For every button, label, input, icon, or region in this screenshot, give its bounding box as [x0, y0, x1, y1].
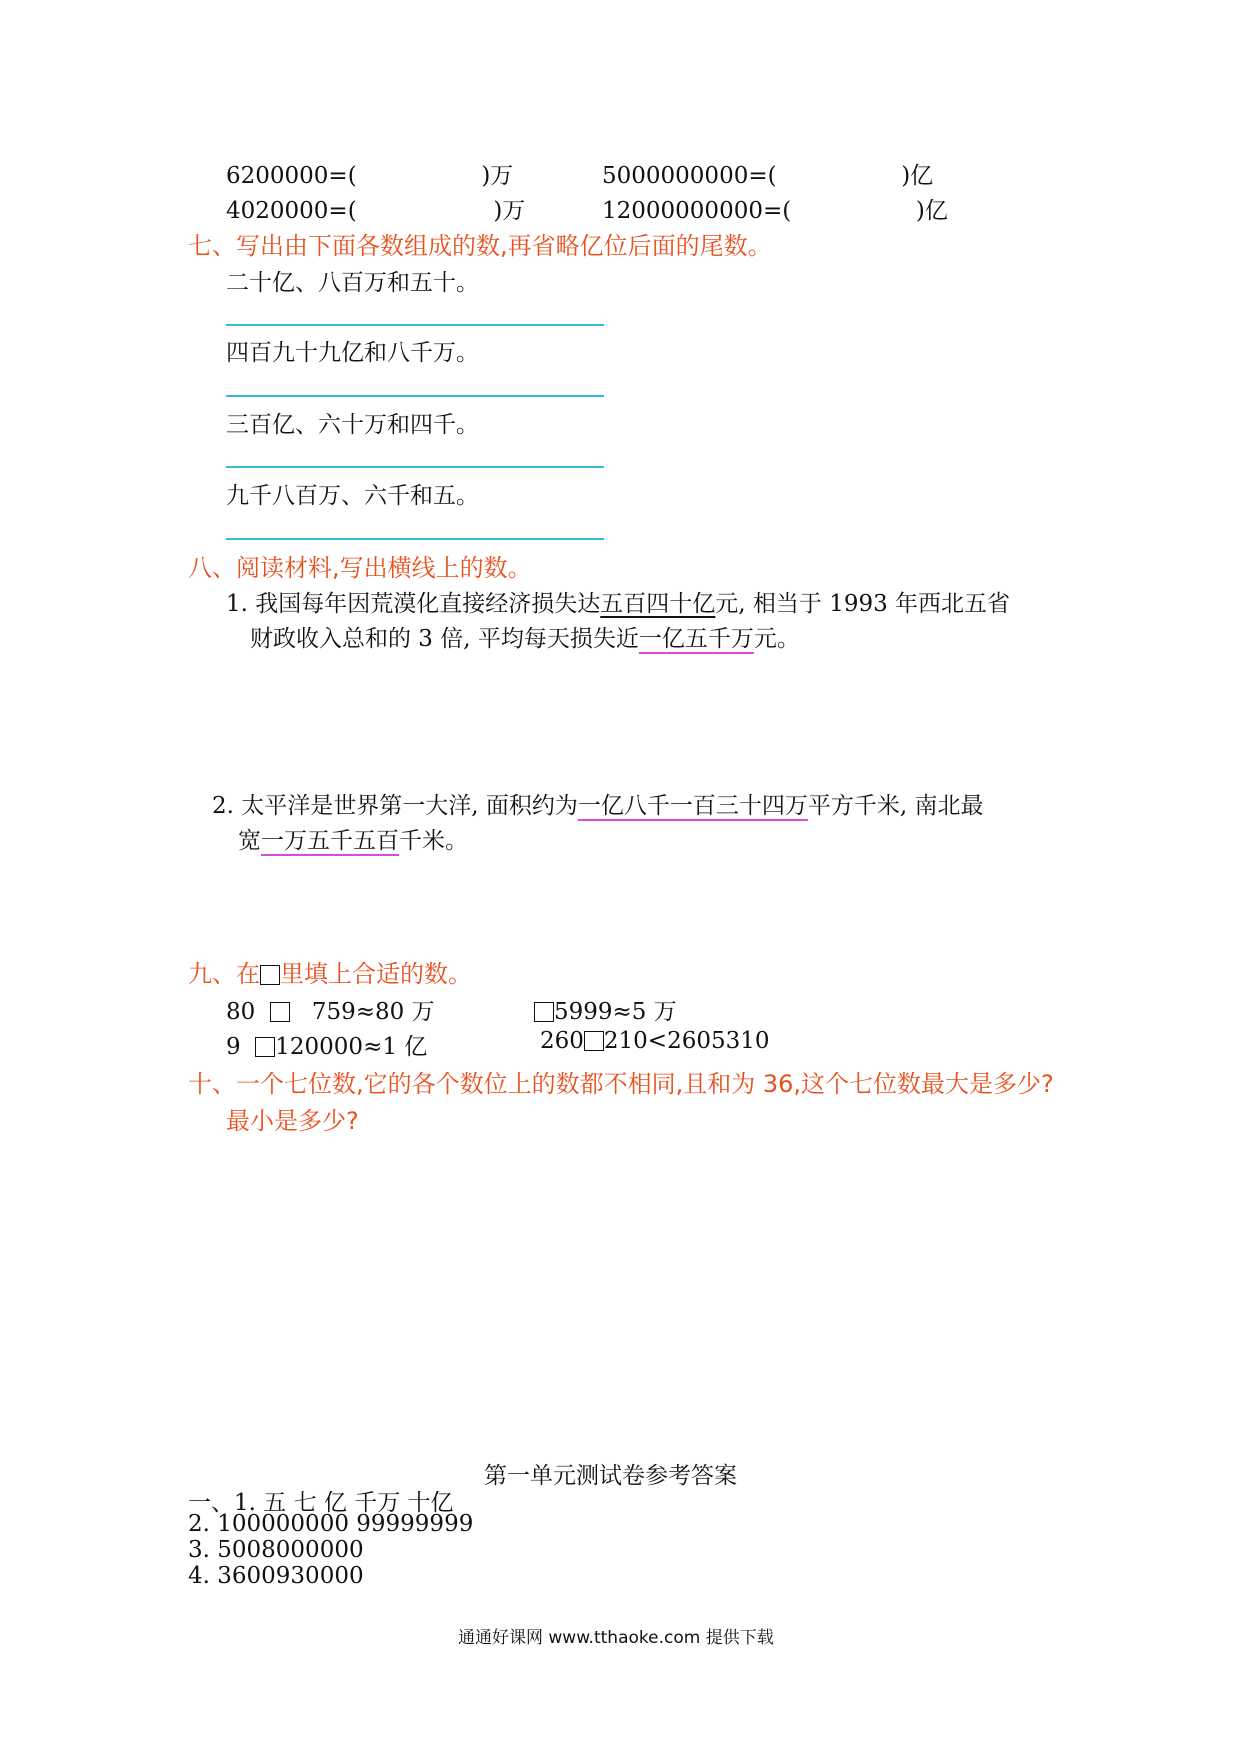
section-9-title: 九、在 里填上合适的数。: [188, 960, 472, 988]
sec9-q4: 260 210<2605310: [540, 1028, 770, 1054]
blank-box-icon: [260, 965, 280, 985]
sec8-p2-line2: 宽一万五千五百千米。: [238, 828, 468, 854]
answers-line-4: 4. 3600930000: [188, 1563, 364, 1589]
answer-line-4[interactable]: [226, 538, 604, 540]
conversion-row2-left: 4020000=( )万: [226, 198, 526, 224]
conversion-row1-right: 5000000000=( )亿: [602, 163, 934, 189]
section-7-title: 七、写出由下面各数组成的数,再省略亿位后面的尾数。: [188, 232, 772, 260]
fill-box[interactable]: [584, 1031, 604, 1051]
answers-line-1: 一、1. 五 七 亿 千万 十亿: [188, 1490, 454, 1516]
sec9-q3: 9 120000≈1 亿: [226, 1034, 428, 1060]
section-10-line1: 十、一个七位数,它的各个数位上的数都不相同,且和为 36,这个七位数最大是多少?: [188, 1070, 1054, 1098]
fill-box[interactable]: [534, 1002, 554, 1022]
conversion-row2-right: 12000000000=( )亿: [602, 198, 948, 224]
underlined-number: 五百四十亿: [600, 591, 716, 617]
sec8-p1-line1: 1. 我国每年因荒漠化直接经济损失达五百四十亿元, 相当于 1993 年西北五省: [226, 591, 1011, 617]
section-10-line2: 最小是多少?: [226, 1107, 359, 1135]
answer-line-3[interactable]: [226, 466, 604, 468]
sec7-item-4: 九千八百万、六千和五。: [226, 483, 479, 509]
section-8-title: 八、阅读材料,写出横线上的数。: [188, 554, 532, 582]
answers-line-2: 2. 100000000 99999999: [188, 1511, 474, 1537]
sec7-item-2: 四百九十九亿和八千万。: [226, 340, 479, 366]
answers-title: 第一单元测试卷参考答案: [484, 1463, 737, 1489]
sec7-item-1: 二十亿、八百万和五十。: [226, 270, 479, 296]
fill-box[interactable]: [255, 1037, 275, 1057]
sec9-q2: 5999≈5 万: [534, 993, 677, 1026]
answer-line-2[interactable]: [226, 395, 604, 397]
underlined-number: 一亿五千万: [638, 626, 754, 652]
answer-line-1[interactable]: [226, 324, 604, 326]
sec8-p1-line2: 财政收入总和的 3 倍, 平均每天损失近一亿五千万元。: [250, 626, 800, 652]
underlined-number: 一万五千五百: [261, 828, 399, 854]
underlined-number: 一亿八千一百三十四万: [577, 793, 808, 819]
footer-source: 通通好课网 www.tthaoke.com 提供下载: [458, 1628, 774, 1648]
fill-box[interactable]: [270, 1002, 290, 1022]
sec8-p2-line1: 2. 太平洋是世界第一大洋, 面积约为一亿八千一百三十四万平方千米, 南北最: [212, 793, 984, 819]
conversion-row1-left: 6200000=( )万: [226, 163, 514, 189]
answers-line-3: 3. 5008000000: [188, 1537, 364, 1563]
sec9-q1: 80 759≈80 万: [226, 999, 435, 1025]
sec7-item-3: 三百亿、六十万和四千。: [226, 412, 479, 438]
